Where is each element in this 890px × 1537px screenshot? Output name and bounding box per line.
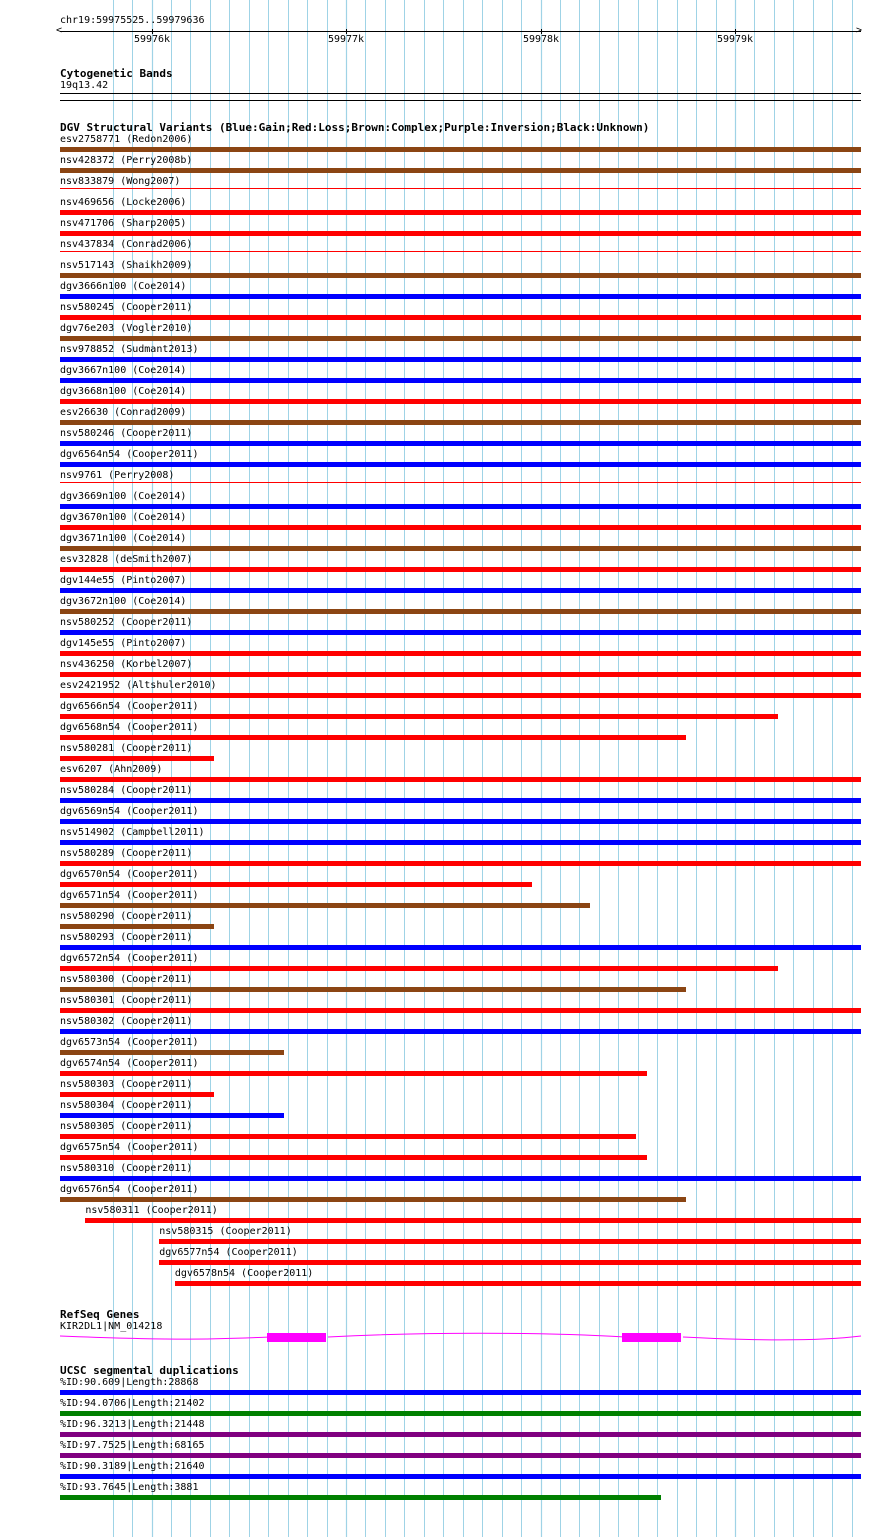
track-title-segdups: UCSC segmental duplications [60,1364,239,1377]
variant-bar[interactable] [60,567,861,572]
segdup-label[interactable]: %ID:97.7525|Length:68165 [60,1440,205,1451]
variant-label[interactable]: dgv6570n54 (Cooper2011) [60,869,199,880]
variant-label[interactable]: nsv580246 (Cooper2011) [60,428,193,439]
variant-label[interactable]: nsv978852 (Sudmant2013) [60,344,199,355]
variant-bar[interactable] [60,1008,861,1013]
variant-bar[interactable] [60,1113,284,1118]
segdup-bar[interactable] [60,1432,861,1437]
variant-label[interactable]: dgv3668n100 (Coe2014) [60,386,187,397]
variant-bar[interactable] [60,840,861,845]
cytoband-line-top [60,93,861,94]
variant-label[interactable]: nsv580300 (Cooper2011) [60,974,193,985]
variant-bar[interactable] [60,378,861,383]
segdup-bar[interactable] [60,1390,861,1395]
variant-bar[interactable] [60,336,861,341]
variant-label[interactable]: nsv580245 (Cooper2011) [60,302,193,313]
variant-bar[interactable] [60,1092,214,1097]
variant-bar[interactable] [60,273,861,278]
variant-label[interactable]: esv32828 (deSmith2007) [60,554,193,565]
variant-label[interactable]: esv6207 (Ahn2009) [60,764,163,775]
variant-bar[interactable] [60,420,861,425]
variant-label[interactable]: dgv76e203 (Vogler2010) [60,323,193,334]
variant-label[interactable]: nsv833879 (Wong2007) [60,176,181,187]
variant-bar[interactable] [60,966,778,971]
variant-label[interactable]: dgv6575n54 (Cooper2011) [60,1142,199,1153]
variant-bar[interactable] [60,315,861,320]
variant-bar[interactable] [60,399,861,404]
variant-label[interactable]: dgv6571n54 (Cooper2011) [60,890,199,901]
ruler-tick-label: 59976k [133,34,171,45]
variant-label[interactable]: nsv428372 (Perry2008b) [60,155,193,166]
ruler-tick-label: 59978k [522,34,560,45]
variant-label[interactable]: nsv9761 (Perry2008) [60,470,175,481]
segdup-label[interactable]: %ID:94.0706|Length:21402 [60,1398,205,1409]
variant-bar[interactable] [60,819,861,824]
variant-bar[interactable] [60,357,861,362]
variant-bar[interactable] [60,756,214,761]
variant-bar[interactable] [60,630,861,635]
cytoband-line-bottom [60,100,861,101]
variant-label[interactable]: nsv580290 (Cooper2011) [60,911,193,922]
variant-bar[interactable] [60,798,861,803]
variant-bar[interactable] [60,987,686,992]
variant-label[interactable]: dgv6572n54 (Cooper2011) [60,953,199,964]
variant-bar[interactable] [60,231,861,236]
variant-bar[interactable] [60,882,532,887]
variant-label[interactable]: nsv517143 (Shaikh2009) [60,260,193,271]
variant-bar[interactable] [60,714,778,719]
variant-bar[interactable] [60,462,861,467]
variant-bar[interactable] [175,1281,861,1286]
segdup-label[interactable]: %ID:96.3213|Length:21448 [60,1419,205,1430]
variant-bar[interactable] [60,651,861,656]
segdup-label[interactable]: %ID:90.609|Length:28868 [60,1377,199,1388]
variant-bar[interactable] [60,210,861,215]
variant-bar[interactable] [60,294,861,299]
gene-intron-line [60,1333,861,1340]
variant-bar[interactable] [60,1071,647,1076]
variant-bar[interactable] [60,147,861,152]
variant-label[interactable]: esv2421952 (Altshuler2010) [60,680,217,691]
variant-bar[interactable] [159,1239,861,1244]
segdup-bar[interactable] [60,1411,861,1416]
variant-label[interactable]: nsv580252 (Cooper2011) [60,617,193,628]
track-title-dgv: DGV Structural Variants (Blue:Gain;Red:Loss;Brown:Complex;Purple:Inversion;Black:Unknown) [60,121,650,134]
variant-label[interactable]: dgv6574n54 (Cooper2011) [60,1058,199,1069]
variant-label[interactable]: dgv3669n100 (Coe2014) [60,491,187,502]
cytoband-label: 19q13.42 [60,80,109,91]
segdup-label[interactable]: %ID:93.7645|Length:3881 [60,1482,199,1493]
variant-bar[interactable] [60,861,861,866]
variant-label[interactable]: dgv3672n100 (Coe2014) [60,596,187,607]
gene-label[interactable]: KIR2DL1|NM_014218 [60,1321,163,1332]
variant-label[interactable]: nsv469656 (Locke2006) [60,197,187,208]
variant-label[interactable]: nsv580302 (Cooper2011) [60,1016,193,1027]
variant-label[interactable]: nsv580305 (Cooper2011) [60,1121,193,1132]
variant-label[interactable]: dgv3670n100 (Coe2014) [60,512,187,523]
gene-exon[interactable] [267,1333,326,1342]
ruler-tick-label: 59977k [327,34,365,45]
variant-label[interactable]: esv26630 (Conrad2009) [60,407,187,418]
variant-bar[interactable] [60,588,861,593]
region-label: chr19:59975525..59979636 [60,15,205,26]
variant-label[interactable]: dgv6577n54 (Cooper2011) [159,1247,298,1258]
variant-label[interactable]: nsv580311 (Cooper2011) [85,1205,218,1216]
variant-bar[interactable] [60,693,861,698]
variant-bar[interactable] [60,1050,284,1055]
variant-label[interactable]: nsv436250 (Korbel2007) [60,659,193,670]
variant-bar[interactable] [60,251,861,252]
variant-label[interactable]: nsv580304 (Cooper2011) [60,1100,193,1111]
variant-label[interactable]: dgv6569n54 (Cooper2011) [60,806,199,817]
variant-label[interactable]: dgv3666n100 (Coe2014) [60,281,187,292]
variant-bar[interactable] [60,168,861,173]
variant-bar[interactable] [60,1029,861,1034]
variant-label[interactable]: nsv580301 (Cooper2011) [60,995,193,1006]
variant-bar[interactable] [60,546,861,551]
variant-bar[interactable] [60,1176,861,1181]
variant-label[interactable]: nsv580289 (Cooper2011) [60,848,193,859]
variant-label[interactable]: dgv144e55 (Pinto2007) [60,575,187,586]
variant-bar[interactable] [60,1155,647,1160]
variant-label[interactable]: esv2758771 (Redon2006) [60,134,193,145]
variant-bar[interactable] [60,945,861,950]
variant-label[interactable]: nsv580310 (Cooper2011) [60,1163,193,1174]
ruler-tick-label: 59979k [716,34,754,45]
variant-bar[interactable] [60,525,861,530]
gene-exon[interactable] [622,1333,681,1342]
variant-label[interactable]: nsv580293 (Cooper2011) [60,932,193,943]
variant-bar[interactable] [60,777,861,782]
ruler-arrow-left: < [56,25,63,36]
gene-model[interactable] [0,1330,890,1346]
variant-label[interactable]: nsv580315 (Cooper2011) [159,1226,292,1237]
variant-bar[interactable] [60,188,861,189]
track-title-cytobands: Cytogenetic Bands [60,67,173,80]
variant-label[interactable]: nsv437834 (Conrad2006) [60,239,193,250]
variant-bar[interactable] [60,504,861,509]
variant-label[interactable]: nsv514902 (Campbell2011) [60,827,205,838]
variant-bar[interactable] [60,482,861,483]
segdup-label[interactable]: %ID:90.3189|Length:21640 [60,1461,205,1472]
variant-label[interactable]: dgv3671n100 (Coe2014) [60,533,187,544]
variant-label[interactable]: nsv580284 (Cooper2011) [60,785,193,796]
ruler-axis [60,31,861,32]
variant-label[interactable]: dgv6564n54 (Cooper2011) [60,449,199,460]
segdup-bar[interactable] [60,1474,861,1479]
variant-bar[interactable] [60,903,590,908]
variant-bar[interactable] [60,609,861,614]
variant-label[interactable]: dgv6576n54 (Cooper2011) [60,1184,199,1195]
variant-label[interactable]: dgv6578n54 (Cooper2011) [174,1268,314,1279]
variant-label[interactable]: nsv471706 (Sharp2005) [60,218,187,229]
ruler-arrow-right: > [856,25,863,36]
variant-label[interactable]: nsv580303 (Cooper2011) [60,1079,193,1090]
variant-bar[interactable] [85,1218,861,1223]
variant-label[interactable]: dgv6573n54 (Cooper2011) [60,1037,199,1048]
variant-bar[interactable] [60,441,861,446]
variant-bar[interactable] [60,924,214,929]
variant-bar[interactable] [60,1134,636,1139]
variant-label[interactable]: dgv6566n54 (Cooper2011) [60,701,199,712]
variant-label[interactable]: nsv580281 (Cooper2011) [60,743,193,754]
variant-bar[interactable] [60,1197,686,1202]
segdup-bar[interactable] [60,1453,861,1458]
variant-label[interactable]: dgv145e55 (Pinto2007) [60,638,187,649]
variant-bar[interactable] [60,735,686,740]
variant-label[interactable]: dgv6568n54 (Cooper2011) [60,722,199,733]
segdup-bar[interactable] [60,1495,661,1500]
track-title-refseq: RefSeq Genes [60,1308,140,1321]
variant-bar[interactable] [159,1260,861,1265]
variant-label[interactable]: dgv3667n100 (Coe2014) [60,365,187,376]
variant-bar[interactable] [60,672,861,677]
